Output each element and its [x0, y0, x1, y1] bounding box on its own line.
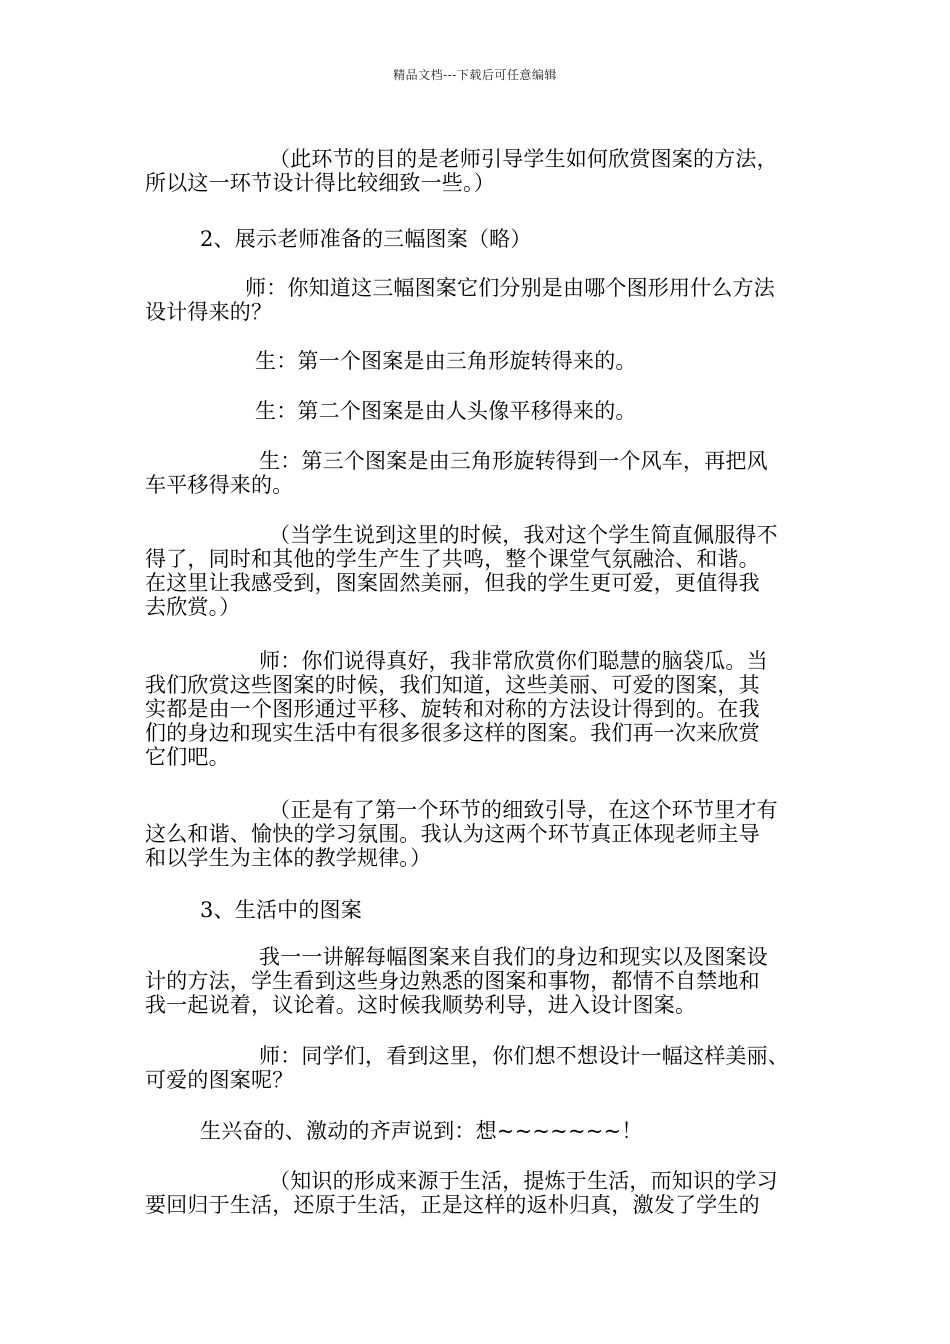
- paragraph-4: [145, 349, 813, 373]
- paragraph-9-line-2: 这么和谐、愉快的学习氛围。我认为这两个环节真正体现老师主导: [145, 822, 760, 846]
- paragraph-7-line-1: （当学生说到这里的时候，我对这个学生简直佩服得不: [269, 523, 778, 547]
- paragraph-3-line-1: 师：你知道这三幅图案它们分别是由哪个图形用什么方法: [245, 276, 775, 300]
- paragraph-8-line-3: 实都是由一个图形通过平移、旋转和对称的方法设计得到的。在我: [145, 697, 760, 721]
- paragraph-7-line-4: 去欣赏。）: [145, 595, 241, 619]
- paragraph-3: [145, 276, 813, 324]
- paragraph-12: [145, 1044, 813, 1092]
- paragraph-14-line-1: （知识的形成来源于生活，提炼于生活，而知识的学习: [269, 1169, 778, 1193]
- paragraph-14-line-2: 要回归于生活，还原于生活，正是这样的返朴归真，激发了学生的: [145, 1193, 760, 1217]
- paragraph-9-line-3: 和以学生为主体的教学规律。）: [145, 846, 432, 870]
- paragraph-14: [145, 1169, 813, 1217]
- paragraph-1: [145, 147, 813, 195]
- paragraph-6: [145, 449, 813, 497]
- paragraph-6-line-1: 生：第三个图案是由三角形旋转得到一个风车，再把风: [259, 449, 768, 473]
- paragraph-11-line-2: 计的方法，学生看到这些身边熟悉的图案和事物，都情不自禁地和: [145, 969, 760, 993]
- paragraph-8-line-1: 师：你们说得真好，我非常欣赏你们聪慧的脑袋瓜。当: [259, 649, 768, 673]
- paragraph-11: [145, 945, 813, 1017]
- paragraph-4-line-1: 生：第一个图案是由三角形旋转得来的。: [255, 349, 637, 373]
- paragraph-12-line-2: 可爱的图案呢？: [145, 1068, 294, 1092]
- paragraph-13-line-1: 生兴奋的、激动的齐声说到：想~~~~~~~！: [200, 1119, 643, 1143]
- paragraph-5: [145, 399, 813, 423]
- paragraph-12-line-1: 师：同学们，看到这里，你们想不想设计一幅这样美丽、: [259, 1044, 789, 1068]
- section-heading-3-text: 3、生活中的图案: [200, 898, 362, 922]
- paragraph-9-line-1: （正是有了第一个环节的细致引导，在这个环节里才有: [269, 798, 778, 822]
- section-heading-2-text: 2、展示老师准备的三幅图案（略）: [200, 227, 532, 251]
- paragraph-1-line-1: （此环节的目的是老师引导学生如何欣赏图案的方法，: [269, 147, 778, 171]
- section-heading-3: [145, 898, 813, 922]
- paragraph-6-line-2: 车平移得来的。: [145, 473, 294, 497]
- paragraph-8: [145, 649, 813, 769]
- paragraph-8-line-5: 它们吧。: [145, 745, 230, 769]
- paragraph-7-line-3: 在这里让我感受到，图案固然美丽，但我的学生更可爱，更值得我: [145, 571, 760, 595]
- paragraph-11-line-3: 我一起说着，议论着。这时候我顺势利导，进入设计图案。: [145, 993, 697, 1017]
- paragraph-5-line-1: 生：第二个图案是由人头像平移得来的。: [255, 399, 637, 423]
- paragraph-8-line-4: 们的身边和现实生活中有很多很多这样的图案。我们再一次来欣赏: [145, 721, 760, 745]
- paragraph-9: [145, 798, 813, 870]
- paragraph-1-line-2: 所以这一环节设计得比较细致一些。）: [145, 171, 495, 195]
- paragraph-13: [145, 1119, 813, 1143]
- paragraph-3-line-2: 设计得来的？: [145, 300, 273, 324]
- section-heading-2: [145, 227, 813, 251]
- paragraph-8-line-2: 我们欣赏这些图案的时候，我们知道，这些美丽、可爱的图案，其: [145, 673, 760, 697]
- paragraph-11-line-1: 我一一讲解每幅图案来自我们的身边和现实以及图案设: [259, 945, 768, 969]
- page-header: 精品文档---下载后可任意编辑: [393, 68, 557, 82]
- paragraph-7-line-2: 得了，同时和其他的学生产生了共鸣，整个课堂气氛融洽、和谐。: [145, 547, 760, 571]
- paragraph-7: [145, 523, 813, 619]
